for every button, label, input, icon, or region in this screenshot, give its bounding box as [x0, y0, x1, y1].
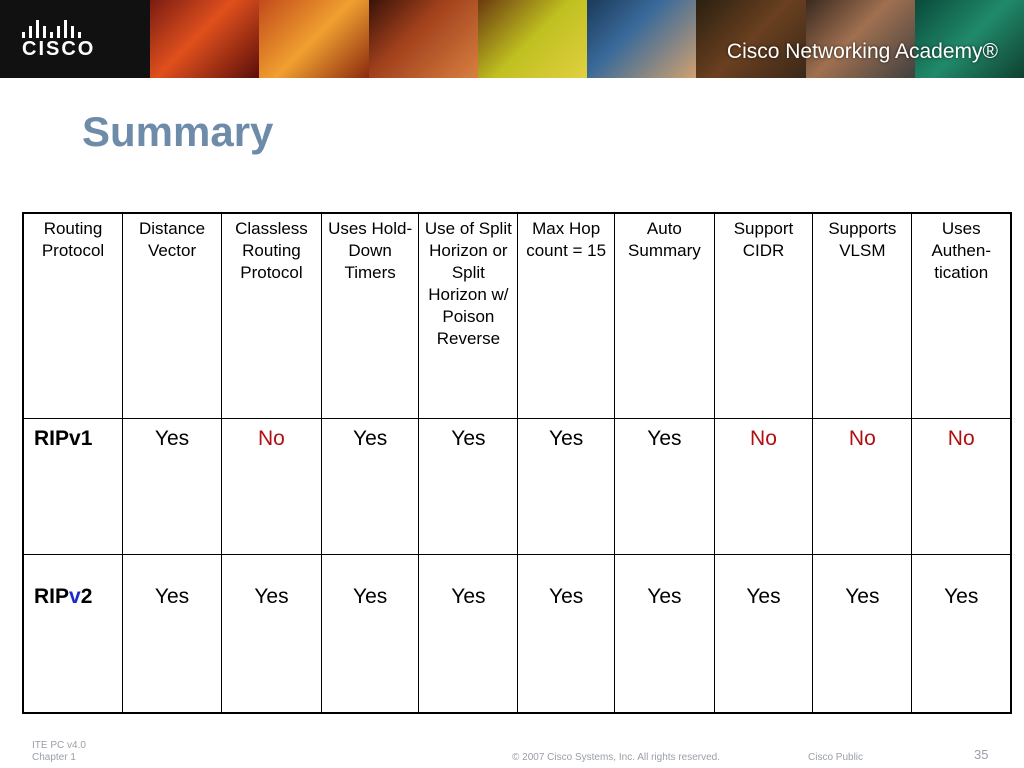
table-cell: Yes — [615, 419, 715, 555]
table-cell: Yes — [518, 419, 615, 555]
table-cell: No — [813, 419, 912, 555]
table-cell: Yes — [123, 555, 222, 714]
protocol-version: 1 — [80, 427, 93, 450]
table-cell: Yes — [222, 555, 322, 714]
table-row — [23, 555, 1011, 714]
protocol-name — [23, 419, 123, 555]
column-header: Routing Protocol — [23, 213, 123, 419]
page-title: Summary — [82, 108, 274, 155]
table-cell: No — [222, 419, 322, 555]
table-header-row — [23, 213, 1011, 419]
footer-course-info — [32, 740, 86, 764]
protocol-name — [23, 555, 123, 714]
table-cell: Yes — [518, 555, 615, 714]
table-cell: Yes — [419, 419, 518, 555]
table-cell: Yes — [912, 555, 1011, 714]
table-cell: Yes — [714, 555, 812, 714]
banner-photo — [587, 0, 696, 78]
column-header: Distance Vector — [123, 213, 222, 419]
column-header: Classless Routing Protocol — [222, 213, 322, 419]
table-cell: Yes — [419, 555, 518, 714]
banner-photo — [696, 0, 805, 78]
summary-table — [22, 212, 1012, 714]
banner-photo — [150, 0, 259, 78]
banner-photo — [915, 0, 1024, 78]
header-banner — [0, 0, 1024, 78]
academy-title: Cisco Networking Academy® — [726, 40, 998, 63]
footer-course: ITE PC v4.0 — [32, 740, 86, 751]
table-cell: Yes — [813, 555, 912, 714]
banner-photo — [478, 0, 587, 78]
column-header: Use of Split Horizon or Split Horizon w/ Poison Reverse — [419, 213, 518, 419]
banner-photo-strip — [150, 0, 1024, 78]
cisco-logo — [0, 0, 150, 78]
protocol-v: v — [69, 427, 81, 450]
footer-copyright: © 2007 Cisco Systems, Inc. All rights reserved. — [512, 752, 721, 763]
protocol-prefix: RIP — [34, 427, 70, 450]
banner-photo — [369, 0, 478, 78]
table-cell: Yes — [321, 555, 419, 714]
banner-photo — [806, 0, 915, 78]
table-cell: No — [912, 419, 1011, 555]
table-cell: Yes — [321, 419, 419, 555]
table-cell: Yes — [615, 555, 715, 714]
footer-classification: Cisco Public — [808, 752, 864, 763]
column-header: Supports VLSM — [813, 213, 912, 419]
column-header: Auto Summary — [615, 213, 715, 419]
column-header: Uses Authen-tication — [912, 213, 1011, 419]
banner-photo — [259, 0, 368, 78]
table-row — [23, 419, 1011, 555]
protocol-prefix: RIP — [34, 585, 70, 608]
cisco-logo-text: CISCO — [22, 38, 96, 60]
protocol-v: v — [69, 585, 81, 608]
footer-chapter: Chapter 1 — [32, 752, 76, 763]
page-number: 35 — [974, 747, 989, 762]
table-cell: No — [714, 419, 812, 555]
table-cell: Yes — [123, 419, 222, 555]
column-header: Uses Hold-Down Timers — [321, 213, 419, 419]
protocol-version: 2 — [80, 585, 93, 608]
cisco-bridge-icon — [22, 18, 92, 38]
column-header: Max Hop count = 15 — [518, 213, 615, 419]
column-header: Support CIDR — [714, 213, 812, 419]
